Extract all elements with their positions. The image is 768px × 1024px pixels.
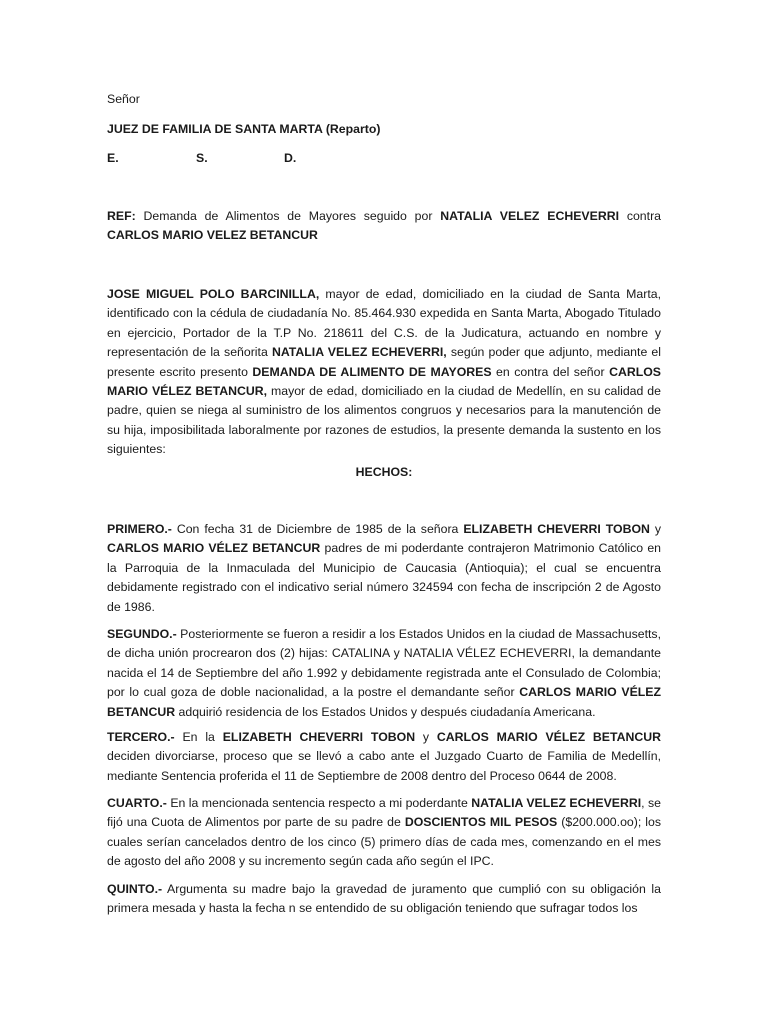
hechos-heading — [107, 463, 661, 482]
attorney-name: JOSE MIGUEL POLO BARCINILLA, — [107, 287, 320, 301]
fact-label: QUINTO.- — [107, 882, 163, 896]
fact-quinto: QUINTO.- Argumenta su madre bajo la gravedad de juramento que cumplió con su obligación la primera mesada y hasta la fecha n se entendido de su obligación teniendo que sufragar todos los — [107, 882, 661, 916]
defendant-name: CARLOS MARIO VÉLEZ BETANCUR, — [107, 364, 661, 399]
fact-label: SEGUNDO.- — [107, 627, 177, 641]
ref-label: REF: — [107, 209, 136, 223]
esd-e: E. — [107, 151, 119, 165]
fact-label: CUARTO.- — [107, 796, 167, 810]
ref-plaintiff: NATALIA VELEZ ECHEVERRI — [440, 209, 619, 223]
fact-cuarto: CUARTO.- En la mencionada sentencia respecto a mi poderdante NATALIA VELEZ ECHEVERRI, se fijó una Cuota de Alimentos por parte de su padre de DOSCIENTOS MIL PESOS ($200.000.oo); los cuales serían cancelados dentro de los cinco (5) primero días de cada mes, comenzando en el mes de agosto del año 2008 y su incremento según cada año según el IPC. — [107, 796, 661, 869]
salutation — [107, 90, 661, 109]
reference-paragraph: REF: Demanda de Alimentos de Mayores seguido por NATALIA VELEZ ECHEVERRI contra CARLOS MARIO VELEZ BETANCUR — [107, 209, 662, 243]
fact-label: TERCERO.- — [107, 730, 175, 744]
fact-label: PRIMERO.- — [107, 522, 172, 536]
intro-paragraph: JOSE MIGUEL POLO BARCINILLA, mayor de edad, domiciliado en la ciudad de Santa Marta, identificado con la cédula de ciudadanía No. 85.464.930 expedida en Santa Marta, Abogado Titulado en ejercicio, Portador de la T.P No. 218611 del C.S. de la Judicatura, actuando en nombre y representación de la señorita NATALIA VELEZ ECHEVERRI, según poder que adjunto, mediante el presente escrito presento DEMANDA DE ALIMENTO DE MAYORES en contra del señor CARLOS MARIO VÉLEZ BETANCUR, mayor de edad, domiciliado en la ciudad de Medellín, en su calidad de padre, quien se niega al suministro de los alimentos congruos y necesarios para la manutención de su hija, imposibilitada laboralmente por razones de estudios, la presente demanda la sustento en los siguientes: — [107, 287, 661, 457]
salutation-text: Señor — [107, 92, 140, 106]
esd-d: D. — [284, 151, 297, 165]
esd-s: S. — [196, 151, 208, 165]
fact-primero: PRIMERO.- Con fecha 31 de Diciembre de 1985 de la señora ELIZABETH CHEVERRI TOBON y CARLOS MARIO VÉLEZ BETANCUR padres de mi poderdante contrajeron Matrimonio Católico en la Parroquia de la Inmaculada del Municipio de Caucasia (Antioquia); el cual se encuentra debidamente registrado con el indicativo serial número 324594 con fecha de inscripción 2 de Agosto de 1986. — [107, 522, 662, 614]
client-name: NATALIA VELEZ ECHEVERRI, — [271, 345, 447, 360]
hechos-title: HECHOS: — [355, 465, 413, 479]
esd-line — [107, 149, 661, 168]
demand-title: DEMANDA DE ALIMENTO DE MAYORES — [252, 364, 492, 379]
ref-defendant: CARLOS MARIO VELEZ BETANCUR — [107, 228, 318, 243]
fact-tercero: TERCERO.- En la ELIZABETH CHEVERRI TOBON y CARLOS MARIO VÉLEZ BETANCUR deciden divorciarse, proceso que se llevó a cabo ante el Juzgado Cuarto de Familia de Medellín, mediante Sentencia proferida el 11 de Septiembre de 2008 dentro del Proceso 0644 de 2008. — [107, 730, 661, 783]
fact-segundo: SEGUNDO.- Posteriormente se fueron a residir a los Estados Unidos en la ciudad de Massachusetts, de dicha unión procrearon dos (2) hijas: CATALINA y NATALIA VÉLEZ ECHEVERRI, la demandante nacida el 14 de Septiembre del año 1.992 y debidamente registrada ante el Consulado de Colombia; por lo cual goza de doble nacionalidad, a la postre el demandante señor CARLOS MARIO VÉLEZ BETANCUR adquirió residencia de los Estados Unidos y después ciudadanía Americana. — [107, 627, 662, 719]
addressee — [107, 120, 661, 139]
addressee-text: JUEZ DE FAMILIA DE SANTA MARTA (Reparto) — [107, 122, 381, 136]
